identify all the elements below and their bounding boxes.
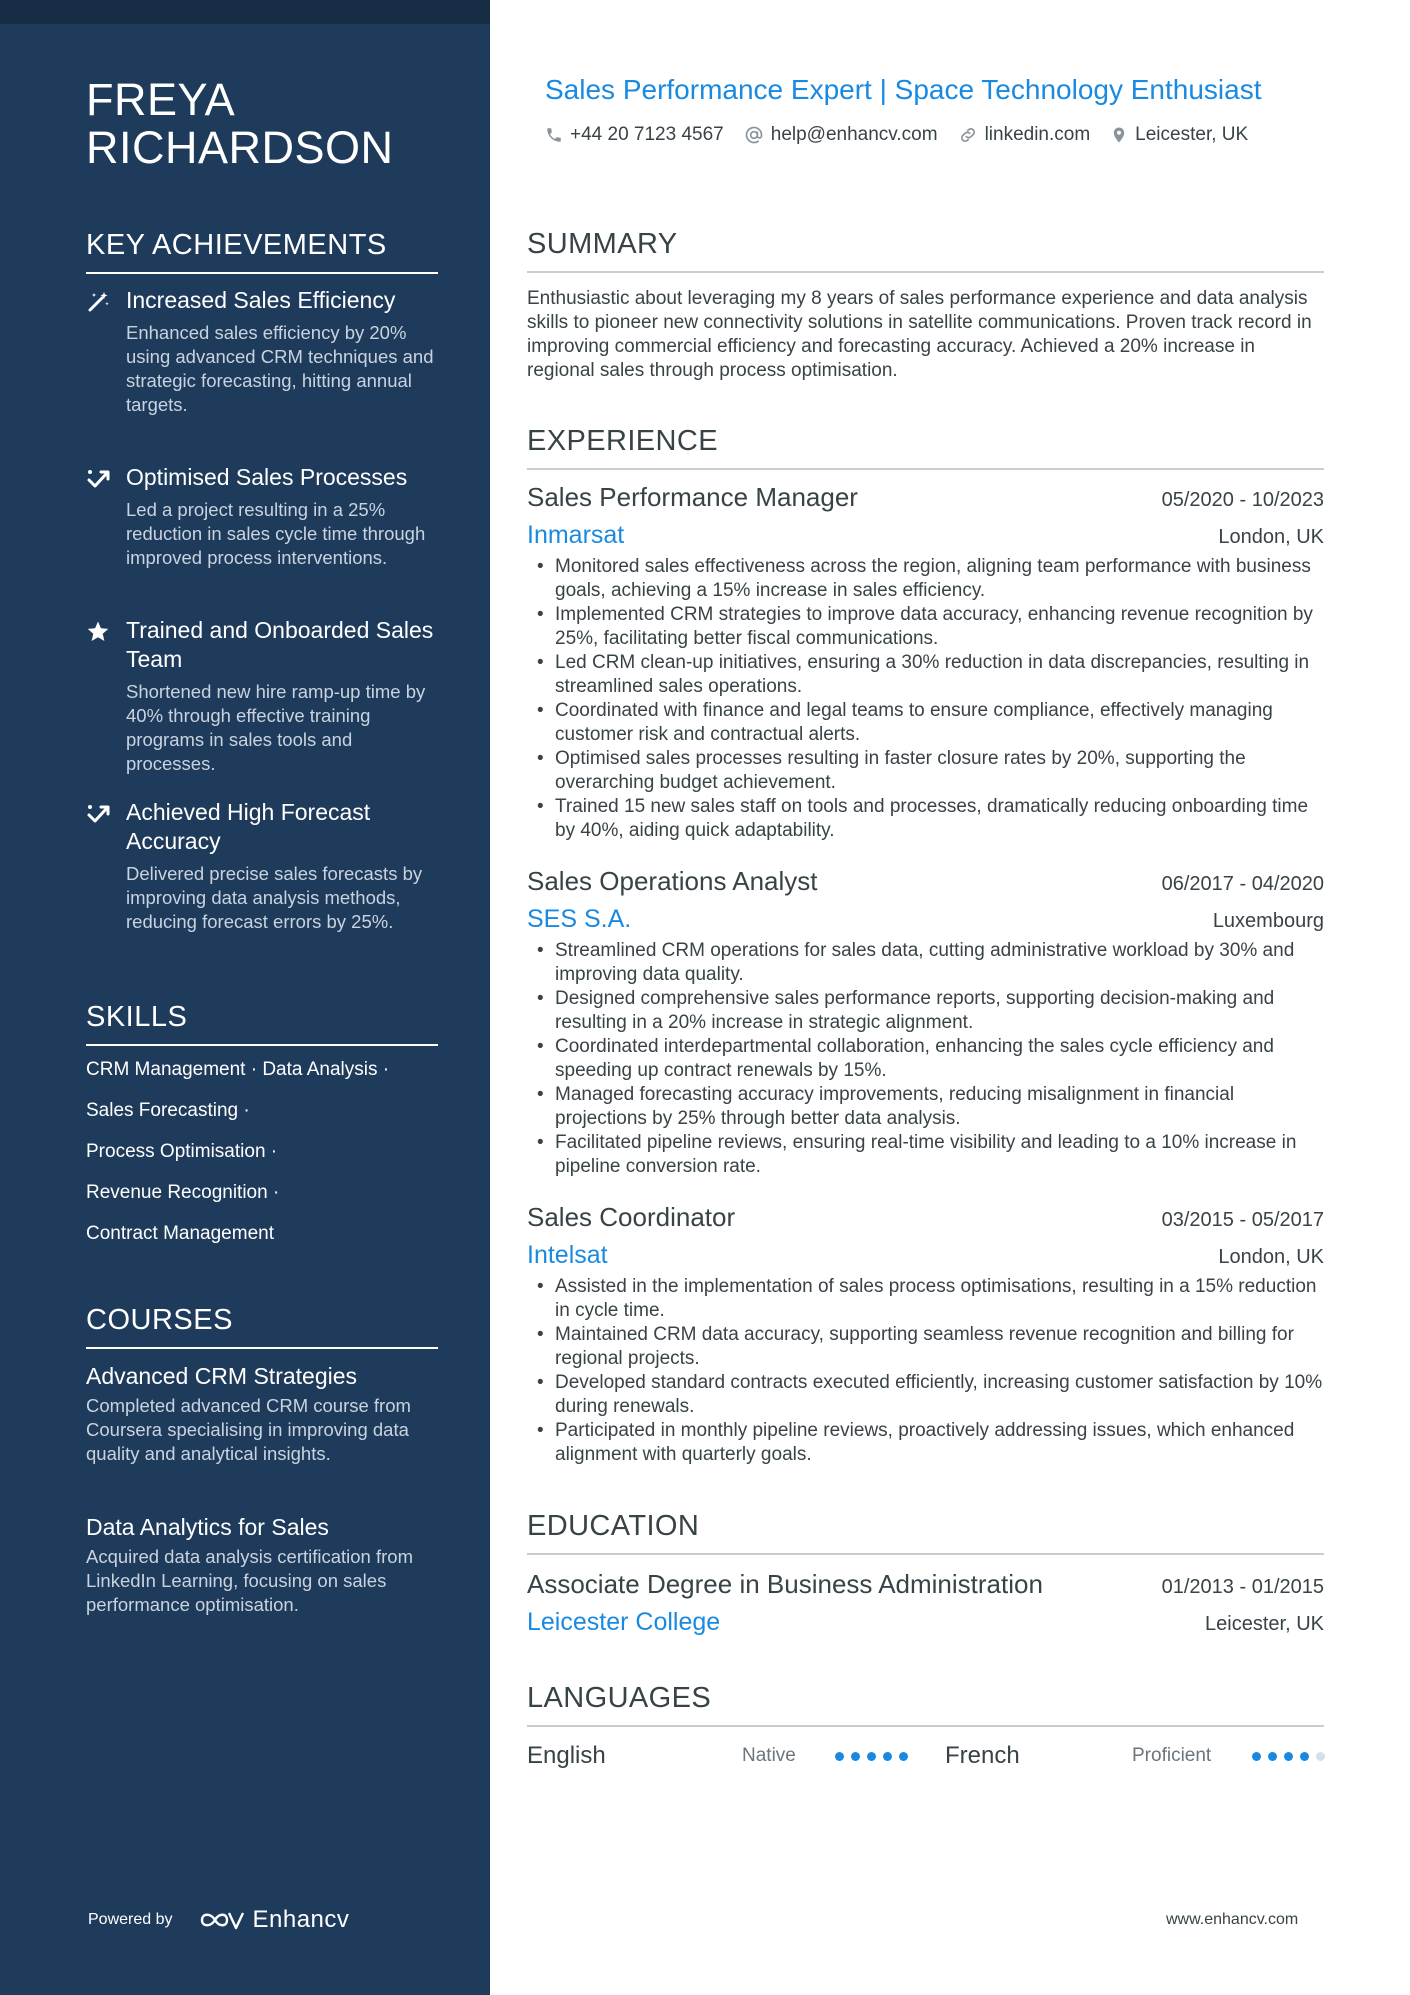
skill-row: CRM Management · Data Analysis · <box>86 1059 390 1080</box>
growth-arrow-icon <box>86 802 110 826</box>
achievement-title: Increased Sales Efficiency <box>126 287 396 313</box>
job-location: London, UK <box>1218 1246 1324 1268</box>
achievement-description: Enhanced sales efficiency by 20% using advanced CRM techniques and strategic forecasting, hitting annual targets. <box>126 322 434 415</box>
language-level: Native <box>742 1745 796 1766</box>
skill-row: Revenue Recognition · <box>86 1182 280 1203</box>
job-dates: 06/2017 - 04/2020 <box>1161 873 1324 895</box>
job-bullet: • Trained 15 new sales staff on tools and processes, dramatically reducing onboarding time by 40%, aiding quick adaptability. <box>527 795 1324 843</box>
language-name: English <box>527 1742 606 1769</box>
job-title: Sales Operations Analyst <box>527 866 818 896</box>
job-dates: 03/2015 - 05/2017 <box>1161 1209 1324 1231</box>
job-bullet: • Assisted in the implementation of sales process optimisations, resulting in a 15% reduction in cycle time. <box>527 1275 1324 1323</box>
email-text: help@enhancv.com <box>770 124 938 145</box>
enhancv-logo-icon <box>199 1908 245 1932</box>
language-name: French <box>945 1742 1020 1769</box>
achievement-title: Optimised Sales Processes <box>126 464 408 490</box>
course-item <box>86 1361 438 1466</box>
experience-heading: EXPERIENCE <box>527 425 1324 470</box>
language-level: Proficient <box>1132 1745 1212 1766</box>
education-dates: 01/2013 - 01/2015 <box>1161 1576 1324 1598</box>
name-last: RICHARDSON <box>86 122 394 173</box>
job-location: London, UK <box>1218 526 1324 548</box>
rating-dot-filled <box>1252 1752 1261 1761</box>
linkedin-text: linkedin.com <box>984 124 1091 145</box>
course-description: Completed advanced CRM course from Coursera specialising in improving data quality and analytical insights. <box>86 1395 411 1464</box>
rating-dot-filled <box>1300 1752 1309 1761</box>
job-bullet: • Streamlined CRM operations for sales data, cutting administrative workload by 30% and improving data quality. <box>527 939 1324 987</box>
skills-heading: SKILLS <box>86 1001 438 1046</box>
job-location: Luxembourg <box>1212 910 1324 932</box>
headline: Sales Performance Expert | Space Technology Enthusiast <box>545 74 1262 105</box>
course-title: Data Analytics for Sales <box>86 1514 329 1540</box>
language-rating <box>1252 1752 1332 1761</box>
sidebar-top-bar <box>0 0 490 24</box>
powered-by <box>88 1906 349 1934</box>
languages-heading: LANGUAGES <box>527 1682 1324 1727</box>
language-item <box>527 1741 907 1771</box>
contact-email[interactable] <box>744 124 938 146</box>
course-title: Advanced CRM Strategies <box>86 1363 358 1389</box>
contact-phone[interactable] <box>545 124 724 146</box>
job-bullet: • Optimised sales processes resulting in faster closure rates by 20%, supporting the overarching budget achievement. <box>527 747 1324 795</box>
education-location: Leicester, UK <box>1205 1613 1324 1635</box>
job-bullet: • Managed forecasting accuracy improvements, reducing misalignment in financial projections by 25% through better data analysis. <box>527 1083 1324 1131</box>
rating-dot-filled <box>835 1752 844 1761</box>
achievement-title: Achieved High Forecast Accuracy <box>126 799 371 854</box>
powered-by-label: Powered by <box>88 1911 173 1928</box>
achievement-item <box>86 616 438 776</box>
summary-text: Enthusiastic about leveraging my 8 years of sales performance experience and data analysis skills to pioneer new connectivity solutions in satellite communications. Proven track record in improving commercial efficiency and forecasting accuracy. Achieved a 20% increase in regional sales through process optimisation. <box>527 288 1312 381</box>
experience-item <box>527 866 1324 1179</box>
skill-row: Contract Management <box>86 1223 274 1244</box>
skill-row: Process Optimisation · <box>86 1141 278 1162</box>
job-bullet: • Participated in monthly pipeline reviews, proactively addressing issues, which enhanced alignment with quarterly goals. <box>527 1419 1324 1467</box>
star-icon <box>86 620 110 644</box>
rating-dot-filled <box>883 1752 892 1761</box>
experience-item <box>527 1202 1324 1467</box>
rating-dot-filled <box>1268 1752 1277 1761</box>
achievements-heading: KEY ACHIEVEMENTS <box>86 229 438 274</box>
job-bullet: • Coordinated with finance and legal teams to ensure compliance, effectively managing customer risk and contractual alerts. <box>527 699 1324 747</box>
phone-icon <box>545 126 563 144</box>
achievement-description: Delivered precise sales forecasts by improving data analysis methods, reducing forecast errors by 25%. <box>126 863 423 932</box>
job-bullet: • Facilitated pipeline reviews, ensuring real-time visibility and leading to a 10% increase in pipeline conversion rate. <box>527 1131 1324 1179</box>
location-text: Leicester, UK <box>1135 124 1249 145</box>
link-icon <box>958 125 978 145</box>
degree-title: Associate Degree in Business Administration <box>527 1569 1043 1599</box>
phone-text: +44 20 7123 4567 <box>570 124 724 145</box>
language-item <box>945 1741 1325 1771</box>
candidate-name <box>86 76 394 172</box>
job-bullet: • Maintained CRM data accuracy, supporting seamless revenue recognition and billing for regional projects. <box>527 1323 1324 1371</box>
achievement-item <box>86 798 438 934</box>
job-bullet: • Developed standard contracts executed efficiently, increasing customer satisfaction by 10% during renewals. <box>527 1371 1324 1419</box>
course-description: Acquired data analysis certification from LinkedIn Learning, focusing on sales performance optimisation. <box>86 1546 413 1615</box>
courses-heading: COURSES <box>86 1304 438 1349</box>
sidebar <box>0 0 490 1995</box>
location-pin-icon <box>1110 125 1128 145</box>
education-heading: EDUCATION <box>527 1510 1324 1555</box>
growth-arrow-icon <box>86 467 110 491</box>
company-name[interactable]: Inmarsat <box>527 521 625 549</box>
contact-location <box>1110 124 1248 146</box>
course-item <box>86 1512 438 1617</box>
summary-heading: SUMMARY <box>527 228 1324 273</box>
job-title: Sales Coordinator <box>527 1202 736 1232</box>
rating-dot-filled <box>1284 1752 1293 1761</box>
skills-list <box>86 1058 438 1263</box>
rating-dot-filled <box>899 1752 908 1761</box>
achievement-item <box>86 286 438 417</box>
company-name[interactable]: Intelsat <box>527 1241 608 1269</box>
enhancv-brand: Enhancv <box>252 1906 350 1933</box>
job-bullet: • Led CRM clean-up initiatives, ensuring a 30% reduction in data discrepancies, resulting in streamlined sales operations. <box>527 651 1324 699</box>
magic-wand-icon <box>86 290 110 314</box>
job-title: Sales Performance Manager <box>527 482 858 512</box>
skill-row: Sales Forecasting · <box>86 1100 250 1121</box>
enhancv-logo[interactable] <box>199 1906 350 1934</box>
at-icon <box>744 125 764 145</box>
job-bullets <box>527 1275 1324 1467</box>
achievement-description: Led a project resulting in a 25% reduction in sales cycle time through improved process interventions. <box>126 499 426 568</box>
language-rating <box>835 1752 915 1761</box>
rating-dot-empty <box>1316 1752 1325 1761</box>
company-name[interactable]: SES S.A. <box>527 905 632 933</box>
job-bullets <box>527 555 1324 843</box>
experience-item <box>527 482 1324 843</box>
school-name[interactable]: Leicester College <box>527 1608 721 1636</box>
footer-url[interactable]: www.enhancv.com <box>1166 1911 1299 1928</box>
achievement-description: Shortened new hire ramp-up time by 40% through effective training programs in sales tools and processes. <box>126 681 426 774</box>
job-dates: 05/2020 - 10/2023 <box>1161 489 1324 511</box>
name-first: FREYA <box>86 74 236 125</box>
job-bullet: • Implemented CRM strategies to improve data accuracy, enhancing revenue recognition by 25%, facilitating better fiscal communications. <box>527 603 1324 651</box>
education-item <box>527 1569 1324 1637</box>
rating-dot-filled <box>851 1752 860 1761</box>
job-bullet: • Designed comprehensive sales performance reports, supporting decision-making and resulting in a 20% increase in strategic alignment. <box>527 987 1324 1035</box>
achievement-item <box>86 463 438 570</box>
achievement-title: Trained and Onboarded Sales Team <box>126 617 434 672</box>
job-bullets <box>527 939 1324 1179</box>
job-bullet: • Monitored sales effectiveness across the region, aligning team performance with business goals, achieving a 15% increase in sales efficiency. <box>527 555 1324 603</box>
job-bullet: • Coordinated interdepartmental collaboration, enhancing the sales cycle efficiency and speeding up contract renewals by 15%. <box>527 1035 1324 1083</box>
rating-dot-filled <box>867 1752 876 1761</box>
contact-linkedin[interactable] <box>958 124 1091 146</box>
contact-bar <box>545 124 1268 146</box>
